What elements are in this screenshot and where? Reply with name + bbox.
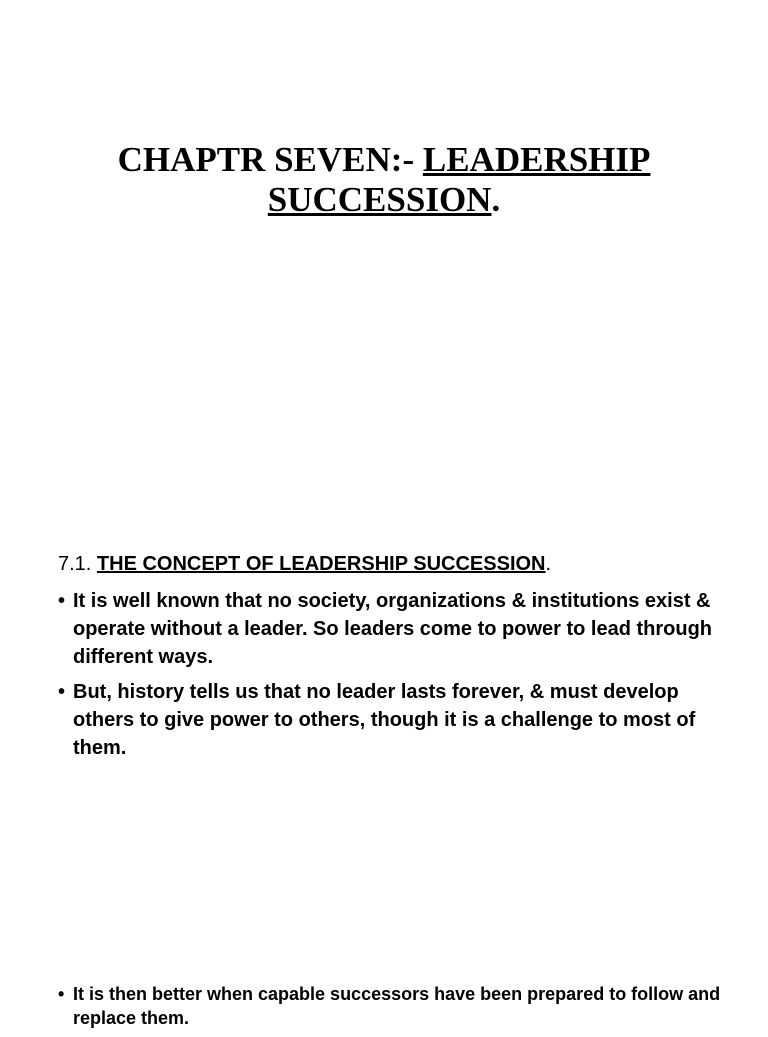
bullet-text: It is then better when capable successors have been prepared to follow and replace them.	[73, 984, 721, 1028]
section-number: 7.1.	[58, 553, 97, 575]
slide-concept	[0, 520, 768, 970]
bullet-item	[58, 982, 738, 1030]
bullet-text: But, history tells us that no leader lasts forever, & must develop others to give power to others, though it is a challenge to most of them.	[73, 681, 696, 759]
chapter-title	[0, 140, 768, 220]
chapter-title-underlined-2: SUCCESSION	[267, 180, 492, 219]
chapter-title-prefix: CHAPTR SEVEN:-	[117, 140, 423, 179]
chapter-title-underlined-1: LEADERSHIP	[422, 140, 651, 179]
section-suffix: .	[545, 553, 552, 575]
bullet-list	[58, 587, 738, 769]
bullet-icon: •	[58, 681, 66, 703]
section-heading	[58, 551, 551, 577]
bullet-item	[58, 678, 738, 762]
bullet-icon: •	[58, 590, 66, 612]
bullet-icon: •	[58, 984, 65, 1004]
section-title: THE CONCEPT OF LEADERSHIP SUCCESSION	[96, 553, 546, 575]
slide-successors	[0, 970, 768, 1028]
chapter-title-suffix: .	[491, 180, 501, 219]
bullet-list	[58, 982, 738, 1037]
bullet-item	[58, 587, 738, 671]
bullet-text: It is well known that no society, organizations & institutions exist & operate without a leader. So leaders come to power to lead through different ways.	[73, 590, 713, 668]
